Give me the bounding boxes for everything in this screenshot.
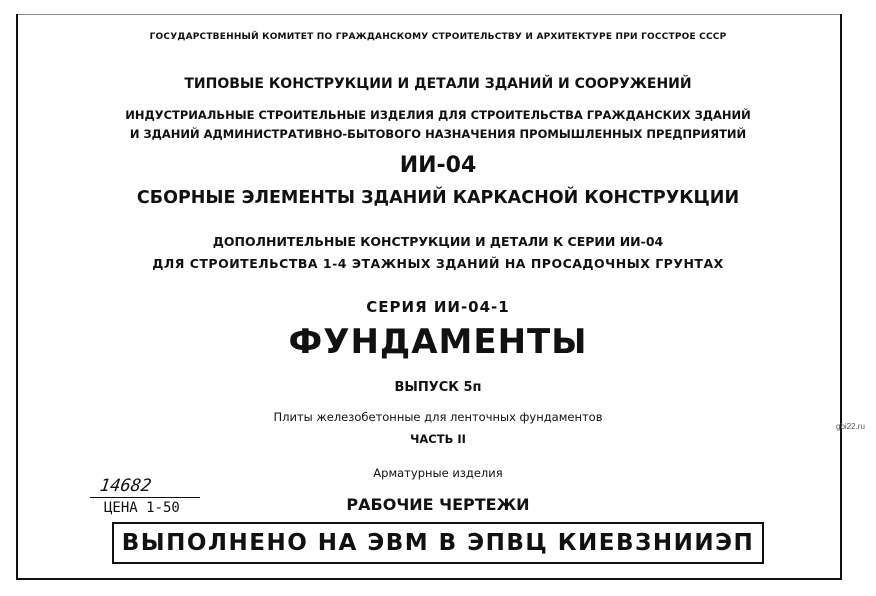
description-line-1: ИНДУСТРИАЛЬНЫЕ СТРОИТЕЛЬНЫЕ ИЗДЕЛИЯ ДЛЯ СТРОИТЕЛЬСТВА ГРАЖДАНСКИХ ЗДАНИЙ [125,108,751,122]
issue-number: ВЫПУСК 5п [394,380,482,395]
price-divider [90,497,200,498]
issue-subject: Плиты железобетонные для ленточных фундаментов [273,410,603,424]
inventory-number: 14682 [98,476,153,496]
description-line-2: И ЗДАНИЙ АДМИНИСТРАТИВНО-БЫТОВОГО НАЗНАЧЕНИЯ ПРОМЫШЛЕННЫХ ПРЕДПРИЯТИЙ [129,127,747,141]
committee-header: ГОСУДАРСТВЕННЫЙ КОМИТЕТ ПО ГРАЖДАНСКОМУ СТРОИТЕЛЬСТВУ И АРХИТЕКТУРЕ ПРИ ГОССТРОЕ СССР [149,32,727,42]
series-code: ИИ-04 [399,153,477,178]
document-type: РАБОЧИЕ ЧЕРТЕЖИ [346,495,530,514]
section-title: Арматурные изделия [373,466,503,480]
part-number: ЧАСТЬ II [410,432,466,446]
code-title: СБОРНЫЕ ЭЛЕМЕНТЫ ЗДАНИЙ КАРКАСНОЙ КОНСТРУКЦИИ [136,188,740,208]
series-title: ТИПОВЫЕ КОНСТРУКЦИИ И ДЕТАЛИ ЗДАНИЙ И СООРУЖЕНИЙ [184,76,692,92]
series-number: СЕРИЯ ИИ-04-1 [366,298,510,316]
computer-banner [112,522,764,564]
watermark: gbi22.ru [836,422,865,431]
price-label: ЦЕНА 1-50 [104,500,180,516]
main-title: ФУНДАМЕНТЫ [288,322,588,362]
banner-text: ВЫПОЛНЕНО НА ЭВМ В ЭПВЦ КИЕВЗНИИЭП [121,530,755,556]
additional-line-2: ДЛЯ СТРОИТЕЛЬСТВА 1-4 ЭТАЖНЫХ ЗДАНИЙ НА ПРОСАДОЧНЫХ ГРУНТАХ [152,256,724,271]
additional-line-1: ДОПОЛНИТЕЛЬНЫЕ КОНСТРУКЦИИ И ДЕТАЛИ К СЕРИИ ИИ-04 [212,234,664,249]
